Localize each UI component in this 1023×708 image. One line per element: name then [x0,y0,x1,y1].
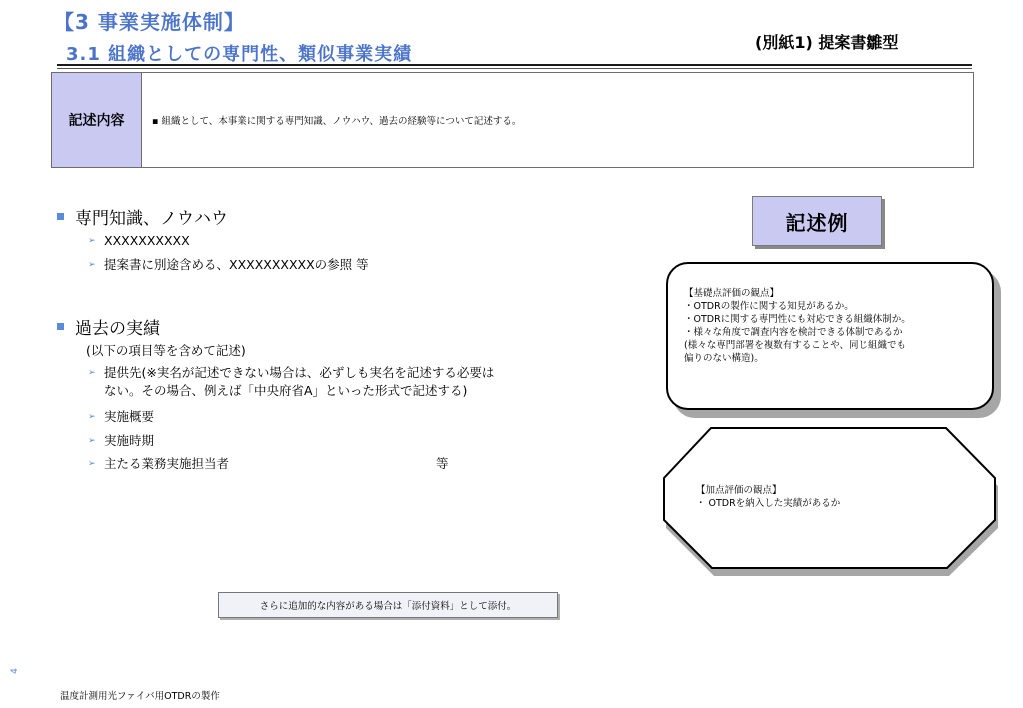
basic-evaluation-line: ・様々な角度で調査内容を検討できる体制であるか [684,327,903,338]
past-results-item [88,432,154,450]
past-results-item [88,408,154,426]
past-results-item-text: 主たる業務実施担当者 [104,456,230,471]
past-results-intro: (以下の項目等を含めて記述) [86,343,246,358]
arrow-bullet-icon: ➢ [88,236,96,246]
past-results-item-text: 実施概要 [104,409,155,424]
expertise-item-text: 提案書に別途含める、XXXXXXXXXXの参照 等 [104,257,369,272]
expertise-item [88,256,369,274]
basic-evaluation-line: ・OTDRの製作に関する知見があるか。 [684,301,854,312]
basic-evaluation-line: (様々な専門部署を複数有することや、同じ組織でも [684,340,907,351]
header-divider-thin [57,68,972,69]
bonus-evaluation-line: ・ OTDRを納入した実績があるか [696,498,841,509]
page-number: 4 [9,668,20,674]
square-bullet-icon [57,323,64,330]
square-bullet-icon [57,213,64,220]
bonus-evaluation-text [696,484,946,510]
past-results-item [88,364,494,382]
basic-evaluation-title: 【基礎点評価の観点】 [684,288,780,299]
expertise-heading-text: 専門知識、ノウハウ [75,209,228,229]
arrow-bullet-icon: ➢ [88,436,96,446]
past-results-item [88,455,229,473]
description-text: ▪ 組織として、本事業に関する専門知識、ノウハウ、過去の経験等について記述する。 [152,116,522,127]
basic-evaluation-text [684,287,984,365]
example-badge: 記述例 [752,196,882,246]
past-results-item-text: 実施時期 [104,433,155,448]
sub-title: 3.1 組織としての専門性、類似事業実績 [66,44,413,65]
expertise-item-text: XXXXXXXXXX [104,233,190,248]
expertise-item [88,232,190,250]
past-results-etc: 等 [436,456,449,471]
past-results-heading-text: 過去の実績 [75,319,160,339]
arrow-bullet-icon: ➢ [88,459,96,469]
arrow-bullet-icon: ➢ [88,260,96,270]
past-results-heading [57,314,160,339]
section-title: 【3 事業実施体制】 [54,10,245,34]
bonus-evaluation-title: 【加点評価の観点】 [696,485,782,496]
arrow-bullet-icon: ➢ [88,412,96,422]
basic-evaluation-line: ・OTDRに関する専門性にも対応できる組織体制か。 [684,314,911,325]
footer-text: 温度計測用光ファイバ用OTDRの製作 [60,691,220,702]
attachment-note: さらに追加的な内容がある場合は「添付資料」として添付。 [218,592,558,618]
expertise-heading [57,204,228,229]
basic-evaluation-line: 偏りのない構造)。 [684,353,764,364]
header-divider [57,64,972,66]
form-label: (別紙1) 提案書雛型 [755,33,899,52]
past-results-item-continuation: ない。その場合、例えば「中央府省A」といった形式で記述する) [104,383,468,398]
description-box [51,72,974,168]
arrow-bullet-icon: ➢ [88,368,96,378]
past-results-item-text: 提供先(※実名が記述できない場合は、必ずしも実名を記述する必要は [104,365,495,380]
description-label: 記述内容 [52,73,142,167]
